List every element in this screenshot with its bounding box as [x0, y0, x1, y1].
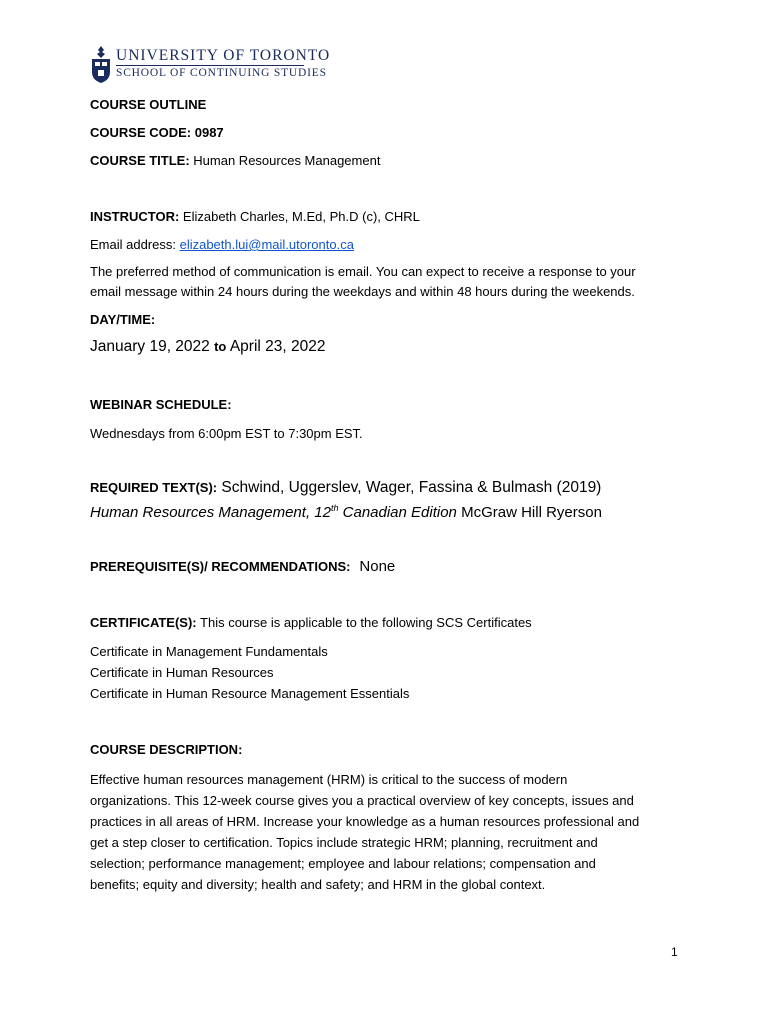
course-title-label: COURSE TITLE:: [90, 153, 190, 168]
instructor-label: INSTRUCTOR:: [90, 209, 180, 224]
logo-divider: [116, 65, 304, 66]
certificates-label: CERTIFICATE(S):: [90, 615, 197, 630]
daytime-to: to: [214, 339, 227, 354]
email-link[interactable]: elizabeth.lui@mail.utoronto.ca: [179, 237, 354, 252]
communication-note-line2: email message within 24 hours during the weekdays and within 48 hours during the weekends.: [90, 284, 635, 299]
book-edition-superscript: th: [330, 503, 339, 513]
email-label: Email address:: [90, 237, 180, 252]
course-title-value: Human Resources Management: [189, 153, 381, 168]
email-line: [90, 237, 354, 253]
list-item: Certificate in Human Resources: [90, 665, 274, 680]
certificates-list: [90, 641, 409, 704]
description-line: practices in all areas of HRM. Increase your knowledge as a human resources professional and: [90, 814, 640, 829]
description-line: get a step closer to certification. Topics include strategic HRM; planning, recruitment and: [90, 835, 598, 850]
description-line: selection; performance management; employee and labour relations; compensation and: [90, 856, 596, 871]
daytime-value: [90, 338, 325, 356]
daytime-end: April 23, 2022: [226, 338, 326, 355]
list-item: Certificate in Management Fundamentals: [90, 644, 328, 659]
description-line: organizations. This 12-week course gives you a practical overview of key concepts, issues and: [90, 793, 634, 808]
prereq-label: PREREQUISITE(S)/ RECOMMENDATIONS:: [90, 559, 351, 574]
required-text-label: REQUIRED TEXT(S):: [90, 480, 218, 495]
instructor-value: Elizabeth Charles, M.Ed, Ph.D (c), CHRL: [179, 209, 420, 224]
university-logo: [90, 44, 331, 94]
certificates-intro: This course is applicable to the following SCS Certificates: [196, 615, 532, 630]
webinar-label: WEBINAR SCHEDULE:: [90, 397, 232, 412]
page-number: 1: [671, 945, 678, 959]
logo-school-name: SCHOOL OF CONTINUING STUDIES: [116, 67, 327, 79]
description-line: Effective human resources management (HRM) is critical to the success of modern: [90, 772, 568, 787]
course-code: COURSE CODE: 0987: [90, 125, 224, 140]
description-body: [90, 769, 639, 895]
book-title: Human Resources Management, 12th Canadian Edition: [90, 503, 457, 521]
webinar-value: Wednesdays from 6:00pm EST to 7:30pm EST.: [90, 426, 363, 441]
course-title-line: [90, 153, 380, 169]
book-publisher: McGraw Hill Ryerson: [456, 504, 602, 521]
crest-icon: [90, 46, 112, 84]
list-item: Certificate in Human Resource Management Essentials: [90, 686, 410, 701]
description-label: COURSE DESCRIPTION:: [90, 742, 243, 757]
course-outline-heading: COURSE OUTLINE: [90, 97, 207, 112]
required-text-authors: Schwind, Uggerslev, Wager, Fassina & Bulmash (2019): [217, 479, 602, 496]
communication-note-line1: The preferred method of communication is email. You can expect to receive a response to your: [90, 264, 636, 279]
daytime-label: DAY/TIME:: [90, 312, 156, 327]
daytime-start: January 19, 2022: [90, 338, 215, 355]
certificates-line: [90, 615, 532, 631]
required-text-line2: [90, 499, 602, 522]
description-line: benefits; equity and diversity; health and safety; and HRM in the global context.: [90, 877, 546, 892]
instructor-line: [90, 209, 420, 225]
prereq-value: None: [359, 558, 396, 575]
logo-university-name: UNIVERSITY OF TORONTO: [116, 47, 331, 64]
required-text-line1: [90, 479, 601, 497]
prereq-line: [90, 558, 395, 576]
